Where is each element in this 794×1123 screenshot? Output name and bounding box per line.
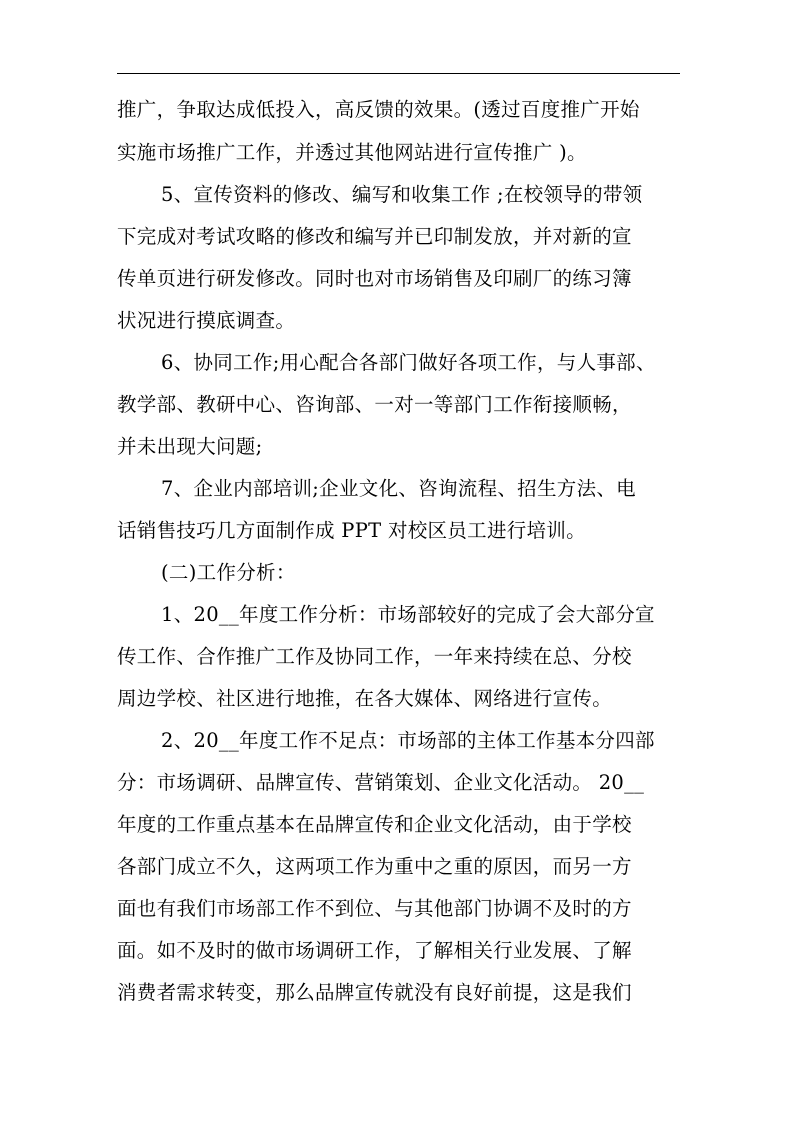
text-line-17: 分：市场调研、品牌宣传、营销策划、企业文化活动。 20__ <box>117 771 645 794</box>
text-line-7: 6、协同工作;用心配合各部门做好各项工作，与人事部、 <box>161 351 656 374</box>
text-line-6: 状况进行摸底调查。 <box>117 309 296 332</box>
text-line-20: 面也有我们市场部工作不到位、与其他部门协调不及时的方 <box>117 897 632 920</box>
header-rule <box>117 73 680 74</box>
text-line-19: 各部门成立不久，这两项工作为重中之重的原因，而另一方 <box>117 855 632 878</box>
text-line-8: 教学部、教研中心、咨询部、一对一等部门工作衔接顺畅， <box>117 393 632 416</box>
text-line-16: 2、20__年度工作不足点：市场部的主体工作基本分四部 <box>161 729 655 752</box>
text-line-21: 面。如不及时的做市场调研工作，了解相关行业发展、了解 <box>117 939 632 962</box>
text-line-1: 推广，争取达成低投入，高反馈的效果。(透过百度推广开始 <box>117 98 640 121</box>
text-line-15: 周边学校、社区进行地推，在各大媒体、网络进行宣传。 <box>117 687 613 710</box>
text-line-9: 并未出现大问题; <box>117 435 263 458</box>
text-line-14: 传工作、合作推广工作及协同工作，一年来持续在总、分校 <box>117 645 632 668</box>
text-line-4: 下完成对考试攻略的修改和编写并已印制发放，并对新的宣 <box>117 225 632 248</box>
text-line-3: 5、宣传资料的修改、编写和收集工作 ;在校领导的带领 <box>161 183 643 206</box>
text-line-18: 年度的工作重点基本在品牌宣传和企业文化活动，由于学校 <box>117 813 632 836</box>
text-line-5: 传单页进行研发修改。同时也对市场销售及印刷厂的练习簿 <box>117 267 632 290</box>
text-line-10: 7、企业内部培训;企业文化、咨询流程、招生方法、电 <box>161 477 636 500</box>
text-line-13: 1、20__年度工作分析：市场部较好的完成了会大部分宣 <box>161 603 655 626</box>
text-line-22: 消费者需求转变，那么品牌宣传就没有良好前提，这是我们 <box>117 981 632 1004</box>
text-line-11: 话销售技巧几方面制作成 PPT 对校区员工进行培训。 <box>117 519 586 542</box>
text-line-2: 实施市场推广工作，并透过其他网站进行宣传推广 )。 <box>117 141 587 164</box>
text-line-12: (二)工作分析： <box>161 561 296 584</box>
